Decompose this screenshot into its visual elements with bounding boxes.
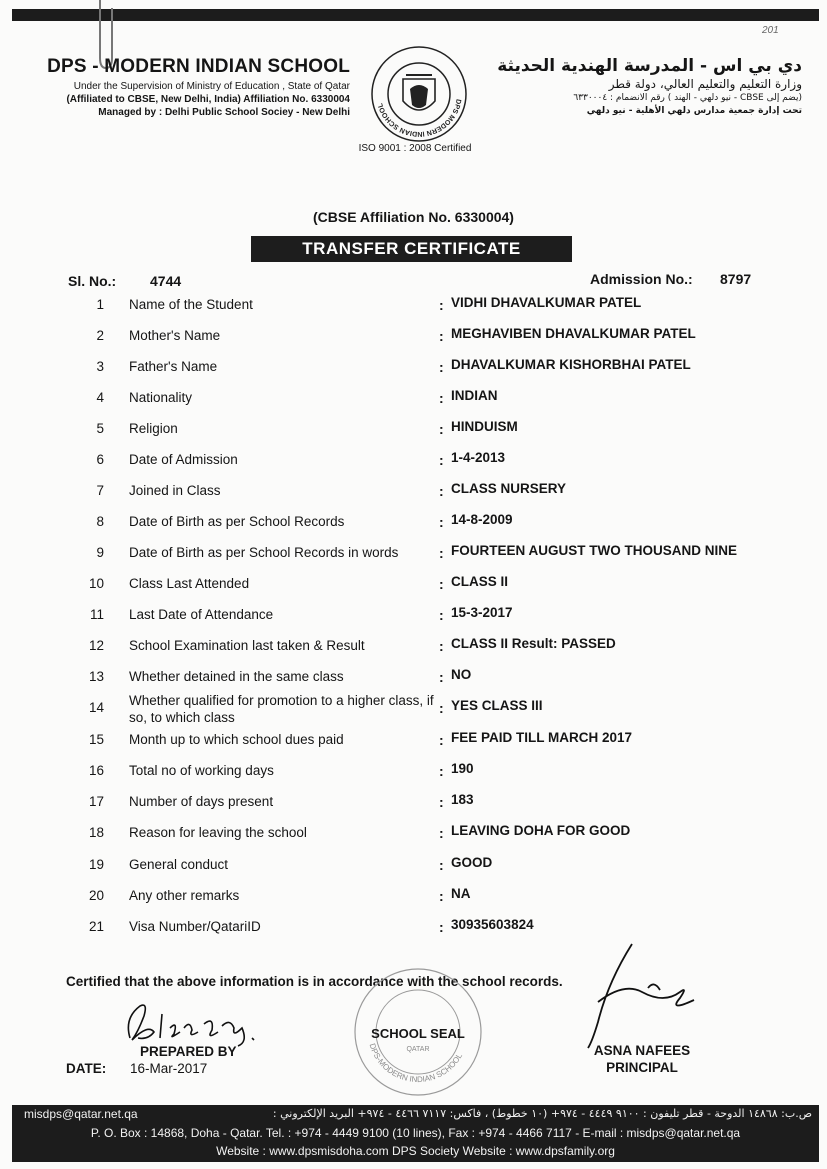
supervision-line: Under the Supervision of Ministry of Education , State of Qatar	[73, 81, 350, 92]
row-value: VIDHI DHAVALKUMAR PATEL	[451, 295, 642, 310]
row-value: MEGHAVIBEN DHAVALKUMAR PATEL	[451, 326, 696, 341]
detail-row	[0, 726, 827, 757]
prepared-by-label: PREPARED BY	[140, 1044, 237, 1059]
detail-row	[0, 694, 827, 725]
row-colon: :	[439, 390, 444, 406]
principal-title: PRINCIPAL	[606, 1060, 678, 1075]
detail-row	[0, 353, 827, 384]
row-number: 19	[88, 857, 104, 872]
row-colon: :	[439, 545, 444, 561]
school-header-arabic	[486, 56, 802, 116]
row-label: Last Date of Attendance	[129, 607, 274, 622]
row-number: 13	[88, 669, 104, 684]
row-colon: :	[439, 669, 444, 685]
row-value: LEAVING DOHA FOR GOOD	[451, 823, 631, 838]
detail-row	[0, 508, 827, 539]
row-value: 30935603824	[451, 917, 534, 932]
detail-row	[0, 819, 827, 850]
detail-row	[0, 322, 827, 353]
row-label: Visa Number/QatariID	[129, 919, 261, 934]
row-colon: :	[439, 452, 444, 468]
detail-row	[0, 788, 827, 819]
row-label: Nationality	[129, 390, 193, 405]
row-value: CLASS NURSERY	[451, 481, 567, 496]
row-number: 11	[89, 607, 104, 622]
row-number: 18	[88, 825, 104, 840]
row-value: 14-8-2009	[451, 512, 513, 527]
row-number: 1	[96, 297, 104, 312]
date-label: DATE:	[66, 1061, 107, 1076]
row-label: Religion	[129, 421, 178, 436]
row-colon: :	[439, 297, 444, 313]
school-seal-label: SCHOOL SEAL	[371, 1026, 465, 1041]
row-label: Date of Admission	[129, 452, 238, 467]
row-number: 10	[88, 576, 104, 591]
principal-name: ASNA NAFEES	[593, 1043, 691, 1058]
detail-row	[0, 415, 827, 446]
certificate-title: TRANSFER CERTIFICATE	[251, 236, 572, 262]
row-label: Father's Name	[129, 359, 218, 374]
detail-row	[0, 477, 827, 508]
row-label: School Examination last taken & Result	[129, 638, 365, 653]
preparer-signature	[118, 998, 278, 1050]
row-number: 9	[96, 545, 104, 560]
row-label: Mother's Name	[129, 328, 221, 343]
affiliation-line-arabic: (يضم إلى CBSE - نيو دلهي - الهند ) رقم الانضمام : ٦٣٣٠٠٠٤	[573, 93, 802, 103]
row-number: 17	[88, 794, 104, 809]
iso-certification: ISO 9001 : 2008 Certified	[358, 143, 472, 154]
top-border-bar	[12, 9, 819, 21]
detail-row	[0, 539, 827, 570]
row-colon: :	[439, 794, 444, 810]
footer-email: misdps@qatar.net.qa	[24, 1107, 138, 1121]
row-value: 1-4-2013	[451, 450, 506, 465]
row-label: Class Last Attended	[129, 576, 250, 591]
school-header-english	[30, 56, 350, 118]
row-value: YES CLASS III	[451, 698, 543, 713]
row-number: 21	[88, 919, 104, 934]
row-label: Total no of working days	[129, 763, 274, 778]
row-value: INDIAN	[451, 388, 498, 403]
row-value: HINDUISM	[451, 419, 518, 434]
row-number: 20	[88, 888, 104, 903]
seal-ring-text: DPS-MODERN INDIAN SCHOOL	[367, 1042, 465, 1085]
row-label: Any other remarks	[129, 888, 240, 903]
row-value: CLASS II Result: PASSED	[451, 636, 616, 651]
serial-number-value: 4744	[150, 273, 182, 289]
certification-statement: Certified that the above information is in accordance with the school records.	[66, 974, 563, 989]
row-colon: :	[439, 919, 444, 935]
school-name: DPS - MODERN INDIAN SCHOOL	[47, 56, 350, 77]
ministry-line-arabic: وزارة التعليم والتعليم العالي، دولة قطر	[608, 77, 802, 91]
footer-arabic-contact: ص.ب: ١٤٨٦٨ الدوحة - قطر تليفون : ٩١٠٠ ٤٤٤٩ - ٩٧٤+ (١٠ خطوط) ، فاكس: ٧١١٧ ٤٤٦٦ - ٩٧٤+ البريد الإلكتروني :	[272, 1107, 812, 1120]
row-number: 14	[88, 700, 104, 715]
row-value: FOURTEEN AUGUST TWO THOUSAND NINE	[451, 543, 737, 558]
row-number: 2	[96, 328, 104, 343]
seal-center-text: QATAR	[406, 1046, 430, 1053]
row-colon: :	[439, 857, 444, 873]
row-value: 15-3-2017	[451, 605, 513, 620]
detail-row	[0, 663, 827, 694]
row-number: 12	[88, 638, 104, 653]
row-colon: :	[439, 483, 444, 499]
row-number: 15	[88, 732, 104, 747]
row-value: NO	[451, 667, 472, 682]
row-colon: :	[439, 888, 444, 904]
row-colon: :	[439, 607, 444, 623]
row-colon: :	[439, 514, 444, 530]
detail-row	[0, 757, 827, 788]
row-colon: :	[439, 825, 444, 841]
row-label: Date of Birth as per School Records	[129, 514, 345, 529]
row-colon: :	[439, 638, 444, 654]
row-number: 4	[96, 390, 104, 405]
footer-address: P. O. Box : 14868, Doha - Qatar. Tel. : +974 - 4449 9100 (10 lines), Fax : +974 - 4466 7117 - E-mail : misdps@qatar.net.qa	[90, 1126, 741, 1140]
detail-row	[0, 446, 827, 477]
admission-number-value: 8797	[720, 271, 752, 287]
admission-number-label: Admission No.:	[590, 271, 693, 287]
row-label: Whether qualified for promotion to a higher class, if so, to which class	[129, 693, 434, 725]
detail-row	[0, 601, 827, 632]
detail-row	[0, 851, 827, 882]
school-logo-emblem	[370, 45, 468, 143]
managed-by-line: Managed by : Delhi Public School Sociey - New Delhi	[98, 107, 350, 118]
row-value: NA	[451, 886, 471, 901]
row-colon: :	[439, 763, 444, 779]
row-value: FEE PAID TILL MARCH 2017	[451, 730, 633, 745]
row-label: General conduct	[129, 857, 229, 872]
row-value: 183	[451, 792, 474, 807]
footer-websites: Website : www.dpsmisdoha.com DPS Society Website : www.dpsfamily.org	[216, 1144, 615, 1158]
row-colon: :	[439, 328, 444, 344]
row-colon: :	[439, 359, 444, 375]
logo-ring-text: DPS MODERN INDIAN SCHOOL	[377, 98, 462, 138]
detail-row	[0, 384, 827, 415]
row-value: DHAVALKUMAR KISHORBHAI PATEL	[451, 357, 691, 372]
principal-signature	[568, 942, 708, 1052]
row-colon: :	[439, 576, 444, 592]
row-label: Joined in Class	[129, 483, 221, 498]
row-label: Month up to which school dues paid	[129, 732, 344, 747]
detail-row	[0, 632, 827, 663]
row-label: Whether detained in the same class	[129, 669, 344, 684]
row-label: Reason for leaving the school	[129, 825, 307, 840]
page-number: 201	[762, 25, 779, 36]
row-label: Date of Birth as per School Records in words	[129, 545, 399, 560]
date-value: 16-Mar-2017	[130, 1061, 208, 1076]
row-number: 16	[88, 763, 104, 778]
detail-row	[0, 913, 827, 944]
row-colon: :	[439, 732, 444, 748]
row-label: Number of days present	[129, 794, 274, 809]
row-number: 5	[96, 421, 104, 436]
row-number: 3	[96, 359, 104, 374]
row-number: 8	[96, 514, 104, 529]
row-value: 190	[451, 761, 474, 776]
serial-number-label: Sl. No.:	[68, 273, 117, 289]
detail-row	[0, 882, 827, 913]
managed-by-line-arabic: تحت إدارة جمعية مدارس دلهي الأهلية - نيو دلهي	[586, 106, 802, 116]
affiliation-line: (Affiliated to CBSE, New Delhi, India) Affiliation No. 6330004	[66, 94, 350, 105]
row-colon: :	[439, 700, 444, 716]
row-label: Name of the Student	[129, 297, 253, 312]
footer-contact-bar	[12, 1105, 819, 1162]
cbse-affiliation-number: (CBSE Affiliation No. 6330004)	[313, 209, 514, 225]
row-number: 7	[96, 483, 104, 498]
row-value: CLASS II	[451, 574, 509, 589]
detail-row	[0, 570, 827, 601]
detail-row	[0, 291, 827, 322]
row-value: GOOD	[451, 855, 493, 870]
row-number: 6	[96, 452, 104, 467]
school-name-arabic: دي بي اس - المدرسة الهندية الحديثة	[497, 56, 802, 76]
row-colon: :	[439, 421, 444, 437]
